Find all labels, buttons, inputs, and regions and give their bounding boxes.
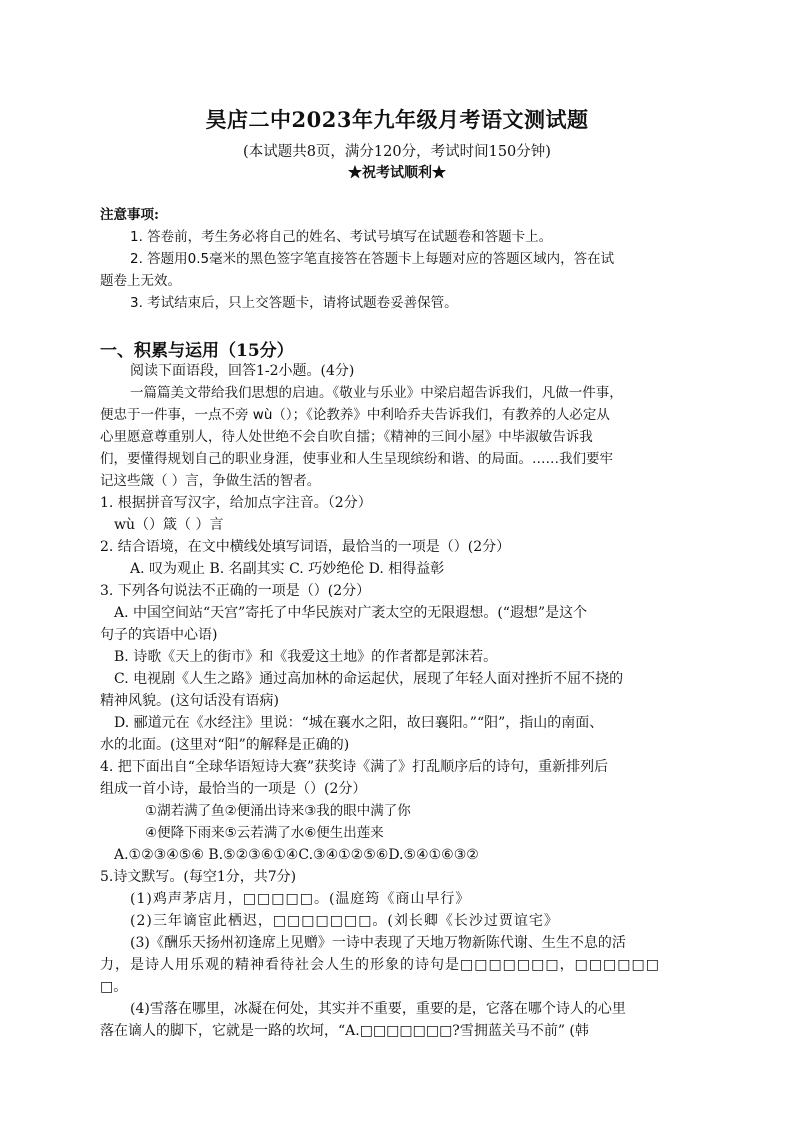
question-4: 4. 把下面出自“全球华语短诗大赛”获奖诗《满了》打乱顺序后的诗句，重新排列后 — [100, 759, 609, 775]
question-5-item: (1)鸡声茅店月，□□□□□。(温庭筠《商山早行》 — [130, 891, 471, 907]
passage-line: 记这些箴（ ）言，争做生活的智者。 — [100, 473, 321, 489]
question-5-item: (2)三年谪宦此栖迟，□□□□□□□。(刘长卿《长沙过贾谊宅》 — [130, 913, 559, 929]
question-5: 5.诗文默写。(每空1分，共7分) — [100, 869, 297, 885]
passage-line: 便忠于一件事，一点不旁 wù（）；《论教养》中利哈乔夫告诉我们，有教养的人必定从 — [100, 407, 610, 423]
question-1: 1. 根据拼音写汉字，给加点字注音。（2分） — [100, 495, 372, 511]
good-luck-line: ★祝考试顺利★ — [348, 165, 446, 181]
section-heading: 一、积累与运用（15分） — [100, 341, 294, 361]
question-4-options: A.①②③④⑤⑥ B.⑤②③⑥①④C.③④①②⑤⑥D.⑤④①⑥③② — [114, 847, 479, 863]
notice-item: 1. 答卷前，考生务必将自己的姓名、考试号填写在试题卷和答题卡上。 — [130, 229, 553, 245]
passage-line: 心里愿意尊重别人，待人处世绝不会自吹自擂；《精神的三间小屋》中毕淑敏告诉我 — [100, 429, 593, 445]
page-title: 昊店二中2023年九年级月考语文测试题 — [205, 107, 589, 132]
section-body — [100, 360, 700, 1042]
question-5-item-cont: 力，是诗人用乐观的精神看待社会人生的形象的诗句是□□□□□□□，□□□□□□ — [100, 957, 660, 973]
question-3-option-d-cont: 水的北面。(这里对“阳”的解释是正确的) — [100, 737, 350, 753]
question-2: 2. 结合语境，在文中横线处填写词语，最恰当的一项是（）(2分） — [100, 539, 511, 555]
reading-intro: 阅读下面语段，回答1-2小题。(4分) — [130, 363, 355, 379]
question-2-options: A. 叹为观止 B. 名副其实 C. 巧妙绝伦 D. 相得益彰 — [130, 561, 445, 577]
question-5-item: (3)《酬乐天扬州初逢席上见赠》一诗中表现了天地万物新陈代谢、生生不息的活 — [130, 935, 626, 951]
question-3-option-b: B. 诗歌《天上的街市》和《我爱这土地》的作者都是郭沫若。 — [114, 649, 498, 665]
question-3-option-a-cont: 句子的宾语中心语) — [100, 627, 218, 643]
question-3-option-c: C. 电视剧《人生之路》通过高加林的命运起伏，展现了年轻人面对挫折不屈不挠的 — [114, 671, 624, 687]
notice-item: 3. 考试结束后，只上交答题卡，请将试题卷妥善保管。 — [130, 295, 458, 311]
question-5-item-cont: □。 — [100, 979, 128, 995]
notice-item: 2. 答题用0.5毫米的黑色签字笔直接答在答题卡上每题对应的答题区域内，答在试 — [130, 251, 615, 267]
notice-item-continued: 题卷上无效。 — [100, 273, 181, 289]
question-3-option-c-cont: 精神风貌。(这句话没有语病) — [100, 693, 279, 709]
question-1-answer: wù（）箴（ ）言 — [114, 517, 224, 533]
exam-info: (本试题共8页，满分120分，考试时间150分钟) — [243, 144, 551, 160]
passage-line: 们，要懂得规划自己的职业身涯，使事业和人生呈现缤纷和谐、的局面。……我们要牢 — [100, 451, 613, 467]
poem-line: ④便降下雨来⑤云若满了水⑥便生出莲来 — [145, 825, 384, 841]
question-4-cont: 组成一首小诗，最恰当的一项是（）(2分） — [100, 781, 367, 797]
question-3-option-d: D. 郦道元在《水经注》里说：“城在襄水之阳，故曰襄阳。”“阳”，指山的南面、 — [114, 715, 604, 731]
question-3-option-a: A. 中国空间站“天宫”寄托了中华民族对广袤太空的无限遐想。(“遐想”是这个 — [114, 605, 588, 621]
question-5-item: (4)雪落在哪里，冰凝在何处，其实并不重要，重要的是，它落在哪个诗人的心里 — [130, 1001, 626, 1017]
question-5-item-cont: 落在谪人的脚下，它就是一路的坎坷，“A.□□□□□□□?雪拥蓝关马不前” (韩 — [100, 1023, 589, 1039]
passage-line: 一篇篇美文带给我们思想的启迪。《敬业与乐业》中梁启超告诉我们，凡做一件事， — [130, 385, 623, 401]
question-3: 3. 下列各句说法不正确的一项是（）(2分） — [100, 583, 371, 599]
notice-heading: 注意事项: — [100, 207, 159, 223]
poem-line: ①湖若满了鱼②便涌出诗来③我的眼中满了你 — [145, 803, 411, 819]
notice-block — [100, 204, 700, 314]
